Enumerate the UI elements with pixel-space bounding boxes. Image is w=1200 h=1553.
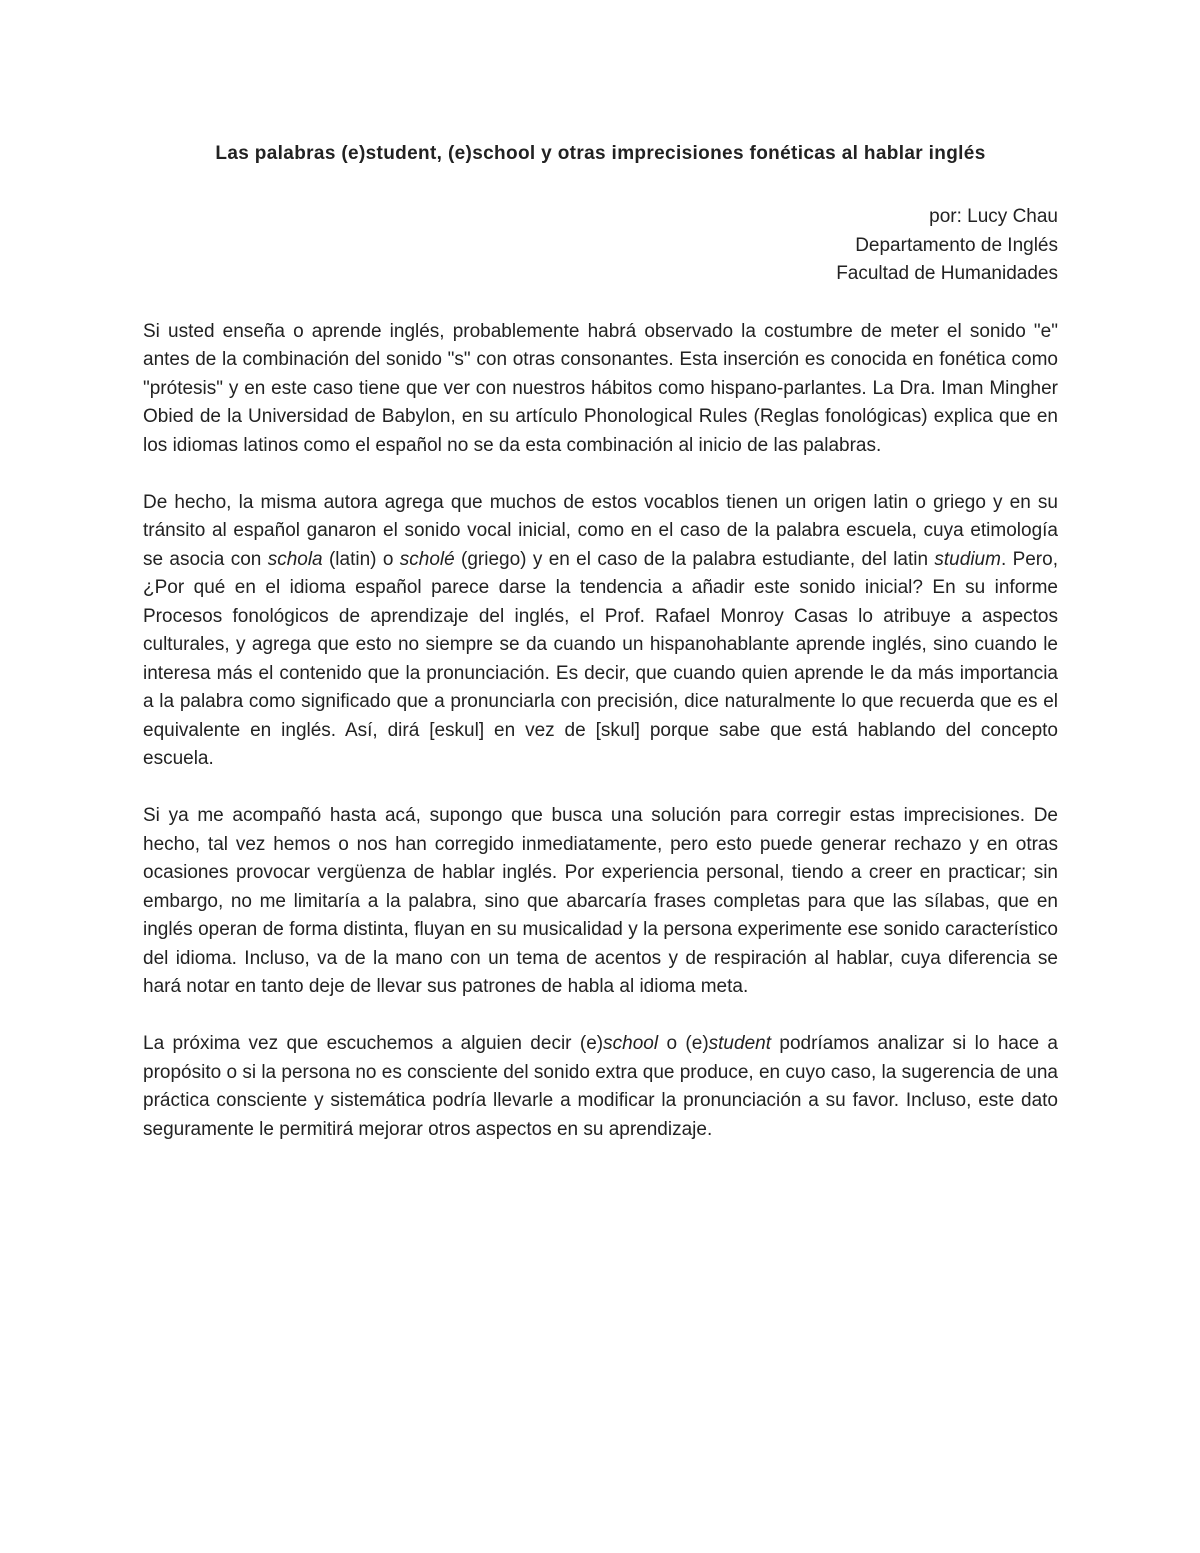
term-schola: schola	[267, 548, 323, 570]
term-student: student	[708, 1033, 771, 1054]
paragraph-2-text-b: (latin) o	[322, 548, 400, 570]
paragraph-2	[143, 489, 1058, 774]
paragraph-2-text-d: . Pero, ¿Por qué en el idioma español parece darse la tendencia a añadir este sonido inicial? En su informe Procesos fonológicos de aprendizaje del inglés, el Prof. Rafael Monroy Casas lo atribuye a aspectos culturales, y agrega que esto no siempre se da cuando un hispanohablante aprende inglés, sino cuando le interesa más el contenido que la pronunciación. Es decir, que cuando quien aprende le da más importancia a la palabra como significado que a pronunciarla con precisión, dice naturalmente lo que recuerda que es el equivalente en inglés. Así, dirá [eskul] en vez de [skul] porque sabe que está hablando del concepto escuela.	[143, 548, 1058, 769]
byline	[143, 203, 1058, 289]
paragraph-2-text-a: De hecho, la misma autora agrega que muchos de estos vocablos tienen un origen latin o griego y en su tránsito al español ganaron el sonido vocal inicial, como en el caso de la palabra escuela, cuya etimología se asocia con	[143, 491, 1058, 570]
paragraph-2-text-c: (griego) y en el caso de la palabra estudiante, del latin	[454, 548, 935, 570]
paragraph-3: Si ya me acompañó hasta acá, supongo que busca una solución para corregir estas imprecisiones. De hecho, tal vez hemos o nos han corregido inmediatamente, pero esto puede generar rechazo y en otras ocasiones provocar vergüenza de hablar inglés. Por experiencia personal, tiendo a creer en practicar; sin embargo, no me limitaría a la palabra, sino que abarcaría frases completas para que las sílabas, que en inglés operan de forma distinta, fluyan en su musicalidad y la persona experimente ese sonido característico del idioma. Incluso, va de la mano con un tema de acentos y de respiración al hablar, cuya diferencia se hará notar en tanto deje de llevar sus patrones de habla al idioma meta.	[143, 805, 1058, 997]
paragraph-4-text-b: o (e)	[658, 1033, 709, 1054]
document-title: Las palabras (e)student, (e)school y otras imprecisiones fonéticas al hablar inglés	[215, 143, 986, 164]
paragraph-4-text-a: La próxima vez que escuchemos a alguien decir (e)	[143, 1033, 604, 1054]
byline-department: Departamento de Inglés	[855, 234, 1058, 256]
paragraph-1: Si usted enseña o aprende inglés, probablemente habrá observado la costumbre de meter el sonido "e" antes de la combinación del sonido "s" con otras consonantes. Esta inserción es conocida en fonética como "prótesis" y en este caso tiene que ver con nuestros hábitos como hispano-parlantes. La Dra. Iman Mingher Obied de la Universidad de Babylon, en su artículo Phonological Rules (Reglas fonológicas) explica que en los idiomas latinos como el español no se da esta combinación al inicio de las palabras.	[143, 320, 1058, 456]
term-studium: studium	[934, 548, 1001, 570]
term-schole: scholé	[399, 548, 455, 570]
byline-faculty: Facultad de Humanidades	[836, 263, 1058, 284]
paragraph-4-text-c: podríamos analizar si lo hace a propósito o si la persona no es consciente del sonido extra que produce, en cuyo caso, la sugerencia de una práctica consciente y sistemática podría llevarle a modificar la pronunciación a su favor. Incluso, este dato seguramente le permitirá mejorar otros aspectos en su aprendizaje.	[143, 1033, 1058, 1140]
term-school: school	[603, 1033, 659, 1054]
byline-author: por: Lucy Chau	[929, 206, 1058, 227]
paragraph-4	[143, 1030, 1058, 1144]
document-page	[143, 140, 1058, 1173]
